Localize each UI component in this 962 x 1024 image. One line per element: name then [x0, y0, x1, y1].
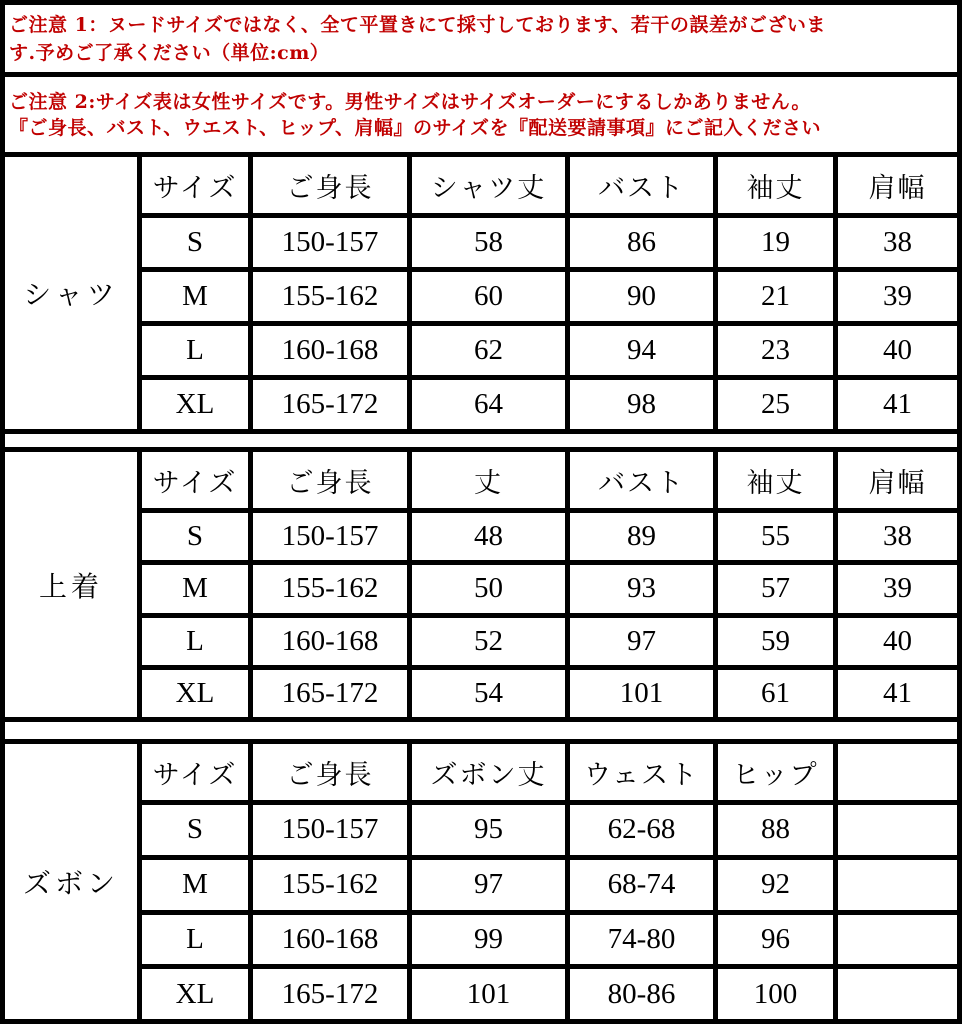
table-cell: 55	[718, 513, 833, 560]
column-header: サイズ	[142, 157, 248, 213]
table-cell: 48	[412, 513, 565, 560]
table-cell: 92	[718, 860, 833, 910]
column-header: ご身長	[253, 744, 407, 800]
size-cell: L	[142, 915, 248, 965]
column-header: 肩幅	[838, 157, 957, 213]
table-cell	[838, 969, 957, 1019]
table-cell: 68-74	[570, 860, 713, 910]
column-header	[838, 744, 957, 800]
table-cell: 25	[718, 380, 833, 429]
table-cell: 21	[718, 272, 833, 321]
table-cell: 40	[838, 618, 957, 665]
table-cell: 90	[570, 272, 713, 321]
table-cell: 80-86	[570, 969, 713, 1019]
table-cell: 50	[412, 565, 565, 612]
size-cell: S	[142, 805, 248, 855]
table-cell: 57	[718, 565, 833, 612]
table-cell: 98	[570, 380, 713, 429]
category-label: 上着	[5, 452, 137, 717]
table-cell: 74-80	[570, 915, 713, 965]
note-1-line-2: す.予めご了承ください（単位:cm）	[9, 42, 330, 64]
table-cell: 155-162	[253, 565, 407, 612]
size-cell: S	[142, 218, 248, 267]
size-cell: XL	[142, 380, 248, 429]
table-cell: 150-157	[253, 513, 407, 560]
table-cell: 101	[570, 670, 713, 717]
column-header: 袖丈	[718, 157, 833, 213]
table-cell: 94	[570, 326, 713, 375]
table-cell: 89	[570, 513, 713, 560]
category-label: シャツ	[5, 157, 137, 429]
table-cell: 100	[718, 969, 833, 1019]
pants-size-table	[5, 744, 957, 1019]
table-cell: 160-168	[253, 618, 407, 665]
table-cell: 155-162	[253, 860, 407, 910]
column-header: バスト	[570, 452, 713, 508]
size-cell: XL	[142, 969, 248, 1019]
divider	[5, 434, 957, 447]
table-cell: 19	[718, 218, 833, 267]
column-header: ウェスト	[570, 744, 713, 800]
table-cell: 39	[838, 565, 957, 612]
size-cell: M	[142, 272, 248, 321]
category-label: ズボン	[5, 744, 137, 1019]
table-cell: 93	[570, 565, 713, 612]
note-1-line-1: ご注意 1：ヌードサイズではなく、全て平置きにて採寸しております、若干の誤差がございま	[9, 14, 826, 36]
table-cell: 60	[412, 272, 565, 321]
column-header: 肩幅	[838, 452, 957, 508]
column-header: サイズ	[142, 452, 248, 508]
table-cell: 64	[412, 380, 565, 429]
size-cell: L	[142, 326, 248, 375]
table-cell: 99	[412, 915, 565, 965]
note-2	[5, 77, 957, 152]
column-header: バスト	[570, 157, 713, 213]
table-cell: 59	[718, 618, 833, 665]
shirt-size-table	[5, 157, 957, 429]
table-cell	[838, 805, 957, 855]
table-cell: 160-168	[253, 326, 407, 375]
table-cell: 97	[570, 618, 713, 665]
table-cell: 40	[838, 326, 957, 375]
size-cell: L	[142, 618, 248, 665]
table-cell: 38	[838, 513, 957, 560]
table-cell: 155-162	[253, 272, 407, 321]
table-cell: 165-172	[253, 969, 407, 1019]
size-cell: S	[142, 513, 248, 560]
column-header: ズボン丈	[412, 744, 565, 800]
table-cell: 150-157	[253, 805, 407, 855]
table-cell: 95	[412, 805, 565, 855]
table-cell: 39	[838, 272, 957, 321]
table-cell	[838, 860, 957, 910]
table-cell: 62-68	[570, 805, 713, 855]
column-header: ご身長	[253, 452, 407, 508]
table-cell: 150-157	[253, 218, 407, 267]
size-cell: XL	[142, 670, 248, 717]
table-cell: 38	[838, 218, 957, 267]
table-cell: 41	[838, 670, 957, 717]
table-cell: 61	[718, 670, 833, 717]
table-cell: 96	[718, 915, 833, 965]
column-header: 袖丈	[718, 452, 833, 508]
column-header: ご身長	[253, 157, 407, 213]
column-header: 丈	[412, 452, 565, 508]
table-cell: 54	[412, 670, 565, 717]
table-cell: 165-172	[253, 670, 407, 717]
note-2-line-1: ご注意 2:サイズ表は女性サイズです。男性サイズはサイズオーダーにするしかありません。	[9, 91, 811, 113]
table-cell: 88	[718, 805, 833, 855]
table-cell: 41	[838, 380, 957, 429]
table-cell: 160-168	[253, 915, 407, 965]
column-header: サイズ	[142, 744, 248, 800]
size-cell: M	[142, 860, 248, 910]
table-cell: 52	[412, 618, 565, 665]
table-cell: 62	[412, 326, 565, 375]
jacket-size-table	[5, 452, 957, 717]
table-cell: 86	[570, 218, 713, 267]
table-cell	[838, 915, 957, 965]
table-cell: 97	[412, 860, 565, 910]
note-1	[5, 5, 957, 72]
table-cell: 23	[718, 326, 833, 375]
table-cell: 58	[412, 218, 565, 267]
divider	[5, 722, 957, 739]
table-cell: 101	[412, 969, 565, 1019]
column-header: シャツ丈	[412, 157, 565, 213]
table-cell: 165-172	[253, 380, 407, 429]
size-cell: M	[142, 565, 248, 612]
note-2-line-2: 『ご身長、バスト、ウエスト、ヒップ、肩幅』のサイズを『配送要請事項』にご記入ください	[9, 117, 821, 139]
column-header: ヒップ	[718, 744, 833, 800]
